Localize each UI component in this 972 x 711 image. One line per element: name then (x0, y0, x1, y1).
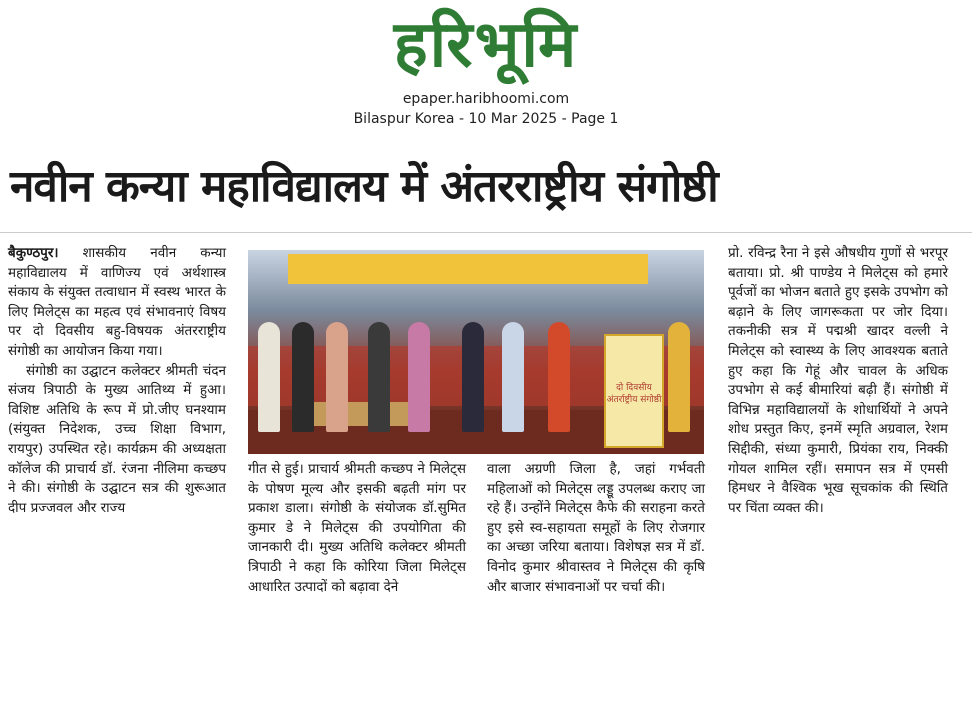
paragraph-1: शासकीय नवीन कन्या महाविद्यालय में वाणिज्य एवं अर्थशास्त्र संकाय के संयुक्त तत्वाधान में स्वस्थ भारत के लिए मिलेट्स का महत्व एवं संभावनाएं विषय पर दो दिवसीय बहु-विषयक अंतरराष्ट्रीय संगोष्ठी का आयोजन किया गया। (8, 245, 226, 359)
guest-figure (292, 322, 314, 432)
guest-figure (668, 322, 690, 432)
paragraph-3: गीत से हुई। प्राचार्य श्रीमती कच्छप ने मिलेट्स के पोषण मूल्य और इसकी बढ़ती मांग पर प्रकाश डाला। संगोष्ठी के संयोजक डॉ.सुमित कुमार डे ने मिलेट्स की उपयोगिता की जानकारी दी। मुख्य अतिथि कलेक्टर श्रीमती त्रिपाठी ने कहा कि कोरिया जिला मिलेट्स आधारित उत्पादों को बढ़ावा देने (248, 461, 466, 595)
newspaper-logo: हरिभूमि (393, 8, 579, 82)
paragraph-2: संगोष्ठी का उद्घाटन कलेक्टर श्रीमती चंदन संजय त्रिपाठी के मुख्य आतिथ्य में हुआ। विशिष्ट अतिथि के रूप में प्रो.जीए घनश्याम (संयुक्त निदेशक, उच्च शिक्षा विभाग, रायपुर) उपस्थित रहे। कार्यक्रम की अध्यक्षता कॉलेज की प्राचार्य डॉ. रंजना नीलिमा कच्छप ने की। संगोष्ठी के उद्घाटन सत्र की शुरूआत दीप प्रज्जवल और राज्य (8, 362, 226, 516)
guest-figure (368, 322, 390, 432)
guest-figure (408, 322, 430, 432)
paragraph-5: प्रो. रविन्द्र रैना ने इसे औषधीय गुणों से भरपूर बताया। प्रो. श्री पाण्डेय ने मिलेट्स को हमारे पूर्वजों का भोजन बताते हुए इसके उपभोग को बढ़ाने के लिए जागरूकता पर जोर दिया। तकनीकी सत्र में पद्मश्री खादर वल्ली ने मिलेट्स को स्वास्थ्य के लिए आवश्यक बताते हुए कहा कि गेहूं और चावल के अधिक उपभोग से कई बीमारियां बढ़ी हैं। संगोष्ठी में विभिन्न महाविद्यालयों के शोधार्थियों ने अपने शोध प्रस्तुत किए, इनमें स्मृति अग्रवाल, रेशम सिद्दीकी, संध्या कुमारी, प्रियंका राय, निक्की गोयल शामिल रहीं। समापन सत्र में एमसी हिमधर ने वैश्विक भूख सूचकांक की स्थिति पर चिंता व्यक्त की। (728, 245, 948, 516)
article-column-1 (8, 244, 226, 518)
edition-line: Bilaspur Korea - 10 Mar 2025 - Page 1 (353, 111, 619, 127)
dateline: बैकुण्ठपुर। (8, 245, 59, 261)
guest-figure (326, 322, 348, 432)
masthead (0, 0, 972, 140)
guest-figure (258, 322, 280, 432)
guest-figure (462, 322, 484, 432)
paragraph-4: वाला अग्रणी जिला है, जहां गर्भवती महिलाओं को मिलेट्स लड्डू उपलब्ध कराए जा रहे हैं। उन्होंने मिलेट्स कैफे की सराहना करते हुए इसे स्व-सहायता समूहों के लिए रोजगार का अच्छा जरिया बताया। विशेषज्ञ सत्र में डॉ. विनोद कुमार श्रीवास्तव ने मिलेट्स की कृषि और बाजार संभावनाओं पर चर्चा की। (487, 461, 705, 595)
guest-figure (548, 322, 570, 432)
event-photo[interactable] (248, 250, 704, 454)
article-headline: नवीन कन्या महाविद्यालय में अंतरराष्ट्रीय संगोष्ठी (10, 161, 718, 212)
article-column-3 (487, 460, 705, 597)
seminar-sign-text: दो दिवसीय अंतर्राष्ट्रीय संगोष्ठी (606, 383, 662, 405)
divider (0, 232, 972, 233)
article-column-2 (248, 460, 466, 597)
article-column-4 (728, 244, 948, 518)
seminar-sign (604, 334, 664, 448)
stage-banner (288, 254, 648, 284)
site-url[interactable]: epaper.haribhoomi.com (402, 91, 570, 107)
guest-figure (502, 322, 524, 432)
